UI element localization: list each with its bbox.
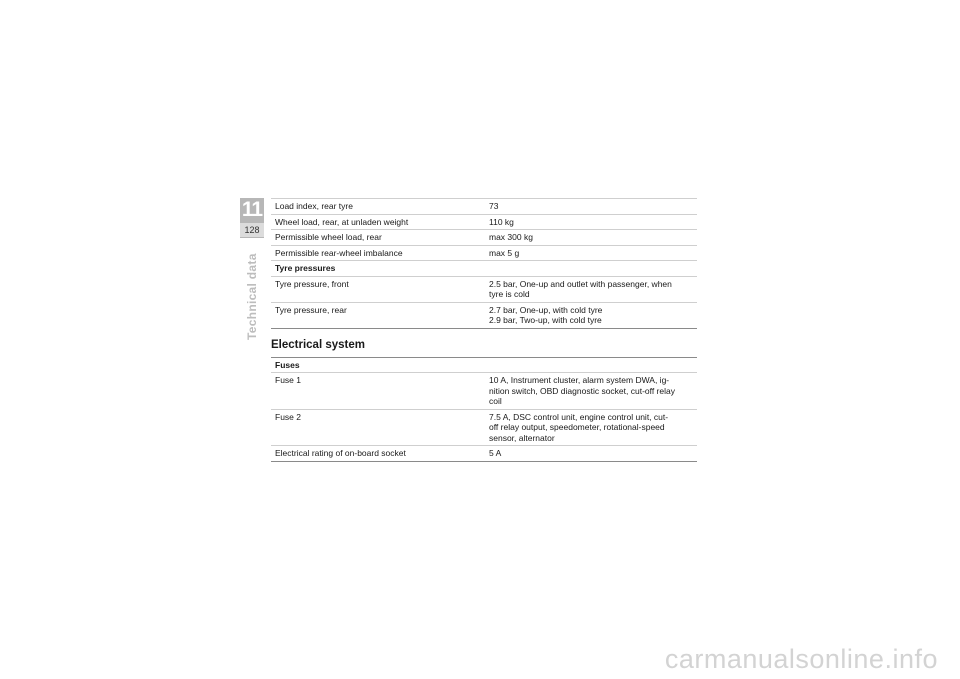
- table-row: [271, 230, 697, 246]
- row-value: 2.7 bar, One-up, with cold tyre 2.9 bar, Two-up, with cold tyre: [489, 304, 603, 325]
- row-value: 10 A, Instrument cluster, alarm system DWA, ig- nition switch, OBD diagnostic socket, cut-off relay coil: [489, 375, 675, 406]
- tyre-pressures-heading: Tyre pressures: [275, 263, 336, 273]
- chapter-tab: [240, 198, 264, 238]
- table-subheading: [271, 261, 697, 277]
- row-label: Permissible wheel load, rear: [275, 232, 382, 242]
- row-value: 110 kg: [489, 216, 514, 227]
- row-value: 7.5 A, DSC control unit, engine control unit, cut- off relay output, speedometer, rotational-speed sensor, alternator: [489, 411, 669, 443]
- watermark: carmanualsonline.info: [664, 644, 938, 674]
- table-row: [271, 410, 697, 447]
- table-row: [271, 446, 697, 462]
- fuses-heading: Fuses: [275, 359, 300, 370]
- row-value: 73: [489, 201, 499, 211]
- chapter-title: Technical data: [245, 253, 259, 340]
- table-row: [271, 277, 697, 303]
- table-row: [271, 198, 697, 215]
- row-value: 5 A: [489, 448, 502, 458]
- row-label: Tyre pressure, rear: [275, 304, 347, 315]
- row-value: max 300 kg: [489, 232, 533, 242]
- table-subheading: [271, 358, 697, 374]
- table-row: [271, 246, 697, 262]
- content: [271, 198, 697, 462]
- row-label: Tyre pressure, front: [275, 278, 349, 289]
- table-row: [271, 215, 697, 231]
- row-label: Electrical rating of on-board socket: [275, 448, 406, 458]
- section-heading: Electrical system: [271, 329, 697, 358]
- table-row: [271, 303, 697, 329]
- row-label: Load index, rear tyre: [275, 201, 353, 211]
- row-label: Fuse 1: [275, 375, 301, 385]
- row-label: Fuse 2: [275, 411, 301, 422]
- row-value: max 5 g: [489, 247, 520, 258]
- row-label: Permissible rear-wheel imbalance: [275, 247, 403, 258]
- chapter-number: 11: [241, 198, 263, 221]
- page-number: 128: [240, 223, 264, 237]
- table-row: [271, 373, 697, 410]
- row-label: Wheel load, rear, at unladen weight: [275, 216, 409, 227]
- row-value: 2.5 bar, One-up and outlet with passenger, when tyre is cold: [489, 278, 672, 299]
